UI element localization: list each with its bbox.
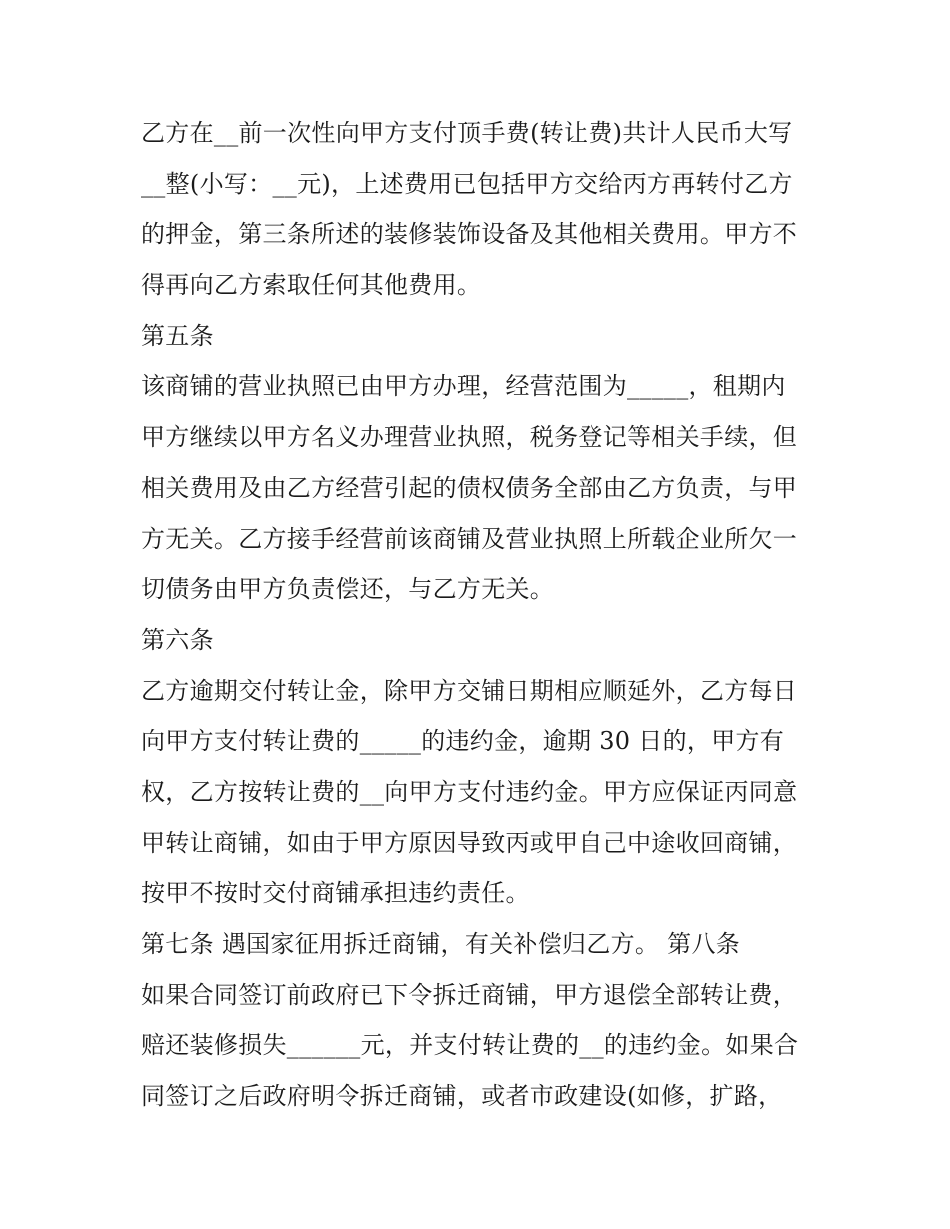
text-line: 第七条 遇国家征用拆迁商铺，有关补偿归乙方。 第八条 bbox=[141, 930, 741, 958]
text-line: __整(小写：__元)，上述费用已包括甲方交给丙方再转付乙方 bbox=[141, 169, 793, 198]
text-line: 甲方继续以甲方名义办理营业执照，税务登记等相关手续，但 bbox=[141, 423, 798, 452]
text-line: 甲转让商铺，如由于甲方原因导致丙或甲自己中途收回商铺， bbox=[141, 828, 798, 857]
text-line: 得再向乙方索取任何其他费用。 bbox=[141, 271, 482, 300]
document-body bbox=[141, 108, 821, 1122]
text-line: 乙方在__前一次性向甲方支付顶手费(转让费)共计人民币大写 bbox=[141, 119, 793, 147]
text-line: 相关费用及由乙方经营引起的债权债务全部由乙方负责，与甲 bbox=[141, 473, 798, 502]
text-line: 该商铺的营业执照已由甲方办理，经营范围为_____，租期内 bbox=[141, 372, 786, 401]
text-line: 赔还装修损失______元，并支付转让费的__的违约金。如果合 bbox=[141, 1031, 799, 1060]
text-line: 权，乙方按转让费的__向甲方支付违约金。甲方应保证丙同意 bbox=[141, 777, 798, 806]
article-heading: 第六条 bbox=[141, 625, 214, 654]
text-line: 向甲方支付转让费的_____的违约金，逾期 30 日的，甲方有 bbox=[141, 727, 785, 756]
text-line: 乙方逾期交付转让金，除甲方交铺日期相应顺延外，乙方每日 bbox=[141, 676, 798, 705]
text-line: 同签订之后政府明令拆迁商铺，或者市政建设(如修，扩路， bbox=[141, 1082, 783, 1111]
text-line: 切债务由甲方负责偿还，与乙方无关。 bbox=[141, 575, 555, 604]
text-line: 方无关。乙方接手经营前该商铺及营业执照上所载企业所欠一 bbox=[141, 524, 798, 553]
text-line: 的押金，第三条所述的装修装饰设备及其他相关费用。甲方不 bbox=[141, 220, 798, 249]
text-line: 按甲不按时交付商铺承担违约责任。 bbox=[141, 879, 530, 908]
text-line: 如果合同签订前政府已下令拆迁商铺，甲方退偿全部转让费， bbox=[141, 980, 798, 1009]
article-heading: 第五条 bbox=[141, 321, 214, 350]
